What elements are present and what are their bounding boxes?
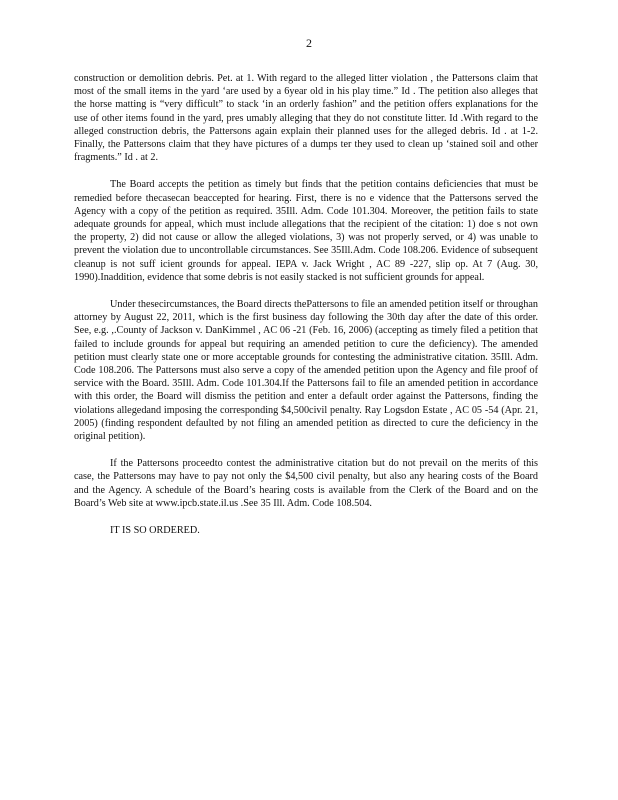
document-body xyxy=(74,72,538,551)
page-number: 2 xyxy=(306,36,312,50)
paragraph-board-accepts: The Board accepts the petition as timely but finds that the petition contains deficiencies that must be remedied before thecasecan beaccepted for hearing. First, there is no e vidence that the Pattersons served the Agency with a copy of the petition as required. 35Ill. Adm. Code 101.304. Moreover, the petition fails to state adequate grounds for appeal, which must include allegations that the recipient of the citation: 1) doe s not own the property, 2) did not cause or allow the alleged violations, 3) was not properly served, or 4) was unable to prevent the violation due to uncontrollable circumstances. See 35Ill.Adm. Code 108.206. Evidence of subsequent cleanup is not suff icient grounds for appeal. IEPA v. Jack Wright , AC 89 -227, slip op. At 7 (Aug. 30, 1990).Inaddition, evidence that some debris is not easily stacked is not sufficient grounds for appeal. xyxy=(74,179,538,283)
closing-order: IT IS SO ORDERED. xyxy=(110,525,200,537)
paragraph-litter-claims: construction or demolition debris. Pet. at 1. With regard to the alleged litter violation , the Pattersons claim that most of the small items in the yard ‘are used by a 6year old in his play time.” Id . The petition also alleges that the horse matting is “very difficult” to stack ‘in an orderly fashion” and the petition offers explanations for the use of other items found in the yard, pres umably alleging that they do not constitute litter. Id .With regard to the alleged construction debris, the Pattersons again explain their planned uses for the alleged debris. Id . at 1-2. Finally, the Pattersons claim that they have pictures of a dumps ter they used to clean up ‘stained soil and other fragments.” Id . at 2. xyxy=(74,73,538,164)
paragraph-amended-petition: Under thesecircumstances, the Board directs thePattersons to file an amended petition itself or throughan attorney by August 22, 2011, which is the first business day following the 30th day after the date of this order. See, e.g. ,.County of Jackson v. DanKimmel , AC 06 -21 (Feb. 16, 2006) (accepting as timely filed a petition that failed to include grounds for appeal but requiring an amended petition to cure the deficiency). The amended petition must clearly state one or more acceptable grounds for contesting the administrative citation. 35Ill. Adm. Code 108.206. The Pattersons must also serve a copy of the amended petition upon the Agency and file proof of service with the Board. 35Ill. Adm. Code 101.304.If the Pattersons fail to file an amended petition in accordance with this order, the Board will dismiss the petition and enter a default order against the Pattersons, finding the violations allegedand imposing the corresponding $4,500civil penalty. Ray Logsdon Estate , AC 05 -54 (Apr. 21, 2005) (finding respondent defaulted by not filing an amended petition as directed to cure the deficiency in the original petition). xyxy=(74,299,538,443)
paragraph-hearing-costs: If the Pattersons proceedto contest the administrative citation but do not prevail on the merits of this case, the Pattersons may have to pay not only the $4,500 civil penalty, but also any hearing costs of the Board and the Agency. A schedule of the Board’s hearing costs is available from the Clerk of the Board and on the Board’s Web site at www.ipcb.state.il.us .See 35 Ill. Adm. Code 108.504. xyxy=(74,458,538,509)
